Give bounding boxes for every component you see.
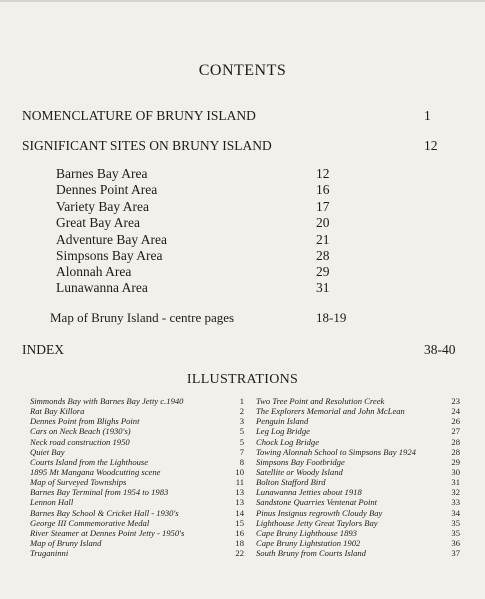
index-entry: INDEX <box>22 342 64 357</box>
map-entry-page: 18-19 <box>316 310 347 325</box>
illustration-label: Map of Bruny Island <box>30 537 102 548</box>
illustration-label: Pinus Insignus regrowth Cloudy Bay <box>256 507 383 518</box>
illustration-page: 34 <box>451 507 460 518</box>
illustration-page: 23 <box>451 396 460 406</box>
illustration-page: 7 <box>239 446 244 457</box>
illustration-item <box>256 487 460 497</box>
illustration-item <box>256 396 460 406</box>
illustration-item <box>30 538 244 548</box>
illustration-label: Penguin Island <box>256 416 309 427</box>
area-item: Barnes Bay Area <box>56 166 148 181</box>
illustration-item <box>30 406 244 416</box>
illustration-page: 13 <box>235 487 244 498</box>
illustration-label: Satellite or Woody Island <box>256 466 343 477</box>
illustration-label: Lennon Hall <box>30 497 74 508</box>
area-item: Lunawanna Area <box>56 280 148 295</box>
illustration-page: 15 <box>235 517 244 528</box>
illustration-page: 29 <box>451 456 460 467</box>
illustration-label: Bolton Stafford Bird <box>256 477 326 488</box>
illustration-page: 28 <box>451 446 460 457</box>
illustration-item <box>30 396 244 406</box>
illustration-item <box>256 457 460 467</box>
illustration-label: Cars on Neck Beach (1930's) <box>30 426 131 437</box>
illustration-label: Chock Log Bridge <box>256 436 320 447</box>
illustration-label: River Steamer at Dennes Point Jetty - 1950's <box>30 527 185 538</box>
illustration-label: Cape Bruny Lighthouse 1893 <box>256 527 357 538</box>
map-entry: Map of Bruny Island - centre pages <box>50 310 235 325</box>
illustration-label: Lighthouse Jetty Great Taylors Bay <box>256 517 378 528</box>
illustration-page: 1 <box>239 396 244 406</box>
illustration-item <box>30 447 244 457</box>
area-item-page: 21 <box>316 232 330 247</box>
illustration-page: 14 <box>235 507 244 518</box>
illustration-item <box>30 426 244 436</box>
illustration-page: 16 <box>235 527 244 538</box>
illustration-label: 1895 Mt Mangana Woodcutting scene <box>30 466 161 477</box>
area-item: Adventure Bay Area <box>56 232 167 247</box>
illustration-item <box>256 437 460 447</box>
illustration-page: 13 <box>235 497 244 508</box>
illustration-page: 32 <box>451 487 460 498</box>
illustration-page: 5 <box>239 426 244 437</box>
area-item: Great Bay Area <box>56 215 140 230</box>
illustration-label: Simpsons Bay Footbridge <box>256 456 345 467</box>
index-entry-page: 38-40 <box>424 342 456 357</box>
illustration-page: 36 <box>451 537 460 548</box>
illustrations-title: ILLUSTRATIONS <box>186 372 299 387</box>
area-item: Simpsons Bay Area <box>56 248 163 263</box>
illustration-label: Simmonds Bay with Barnes Bay Jetty c.1940 <box>30 396 184 406</box>
illustration-page: 37 <box>451 548 460 559</box>
illustration-page: 35 <box>451 517 460 528</box>
illustration-label: Towing Alonnah School to Simpsons Bay 1924 <box>256 446 416 457</box>
area-item-page: 28 <box>316 248 330 263</box>
illustration-label: Barnes Bay Terminal from 1954 to 1983 <box>30 487 169 498</box>
illustration-label: Barnes Bay School & Cricket Hall - 1930's <box>30 507 179 518</box>
illustration-label: Cape Bruny Lightstation 1902 <box>256 537 361 548</box>
illustration-label: Rat Bay Killora <box>30 406 85 417</box>
illustration-label: Map of Surveyed Townships <box>30 477 127 488</box>
illustration-page: 22 <box>235 548 244 559</box>
illustration-item <box>256 528 460 538</box>
area-item-page: 20 <box>316 215 330 230</box>
illustration-item <box>256 497 460 507</box>
illustration-page: 8 <box>239 456 244 467</box>
illustration-label: Dennes Point from Blighs Point <box>30 416 140 427</box>
illustration-item <box>256 447 460 457</box>
illustration-item <box>30 457 244 467</box>
illustration-page: 11 <box>235 477 244 488</box>
illustration-label: Quiet Bay <box>30 446 65 457</box>
illustration-page: 31 <box>451 477 460 488</box>
area-item-page: 31 <box>316 280 330 295</box>
illustration-page: 18 <box>235 537 244 548</box>
contents-title: CONTENTS <box>198 62 287 79</box>
illustration-item <box>256 416 460 426</box>
section-nomenclature-page: 1 <box>424 108 431 123</box>
illustration-page: 24 <box>451 406 460 417</box>
illustration-label: Leg Log Bridge <box>256 426 310 437</box>
illustration-item <box>30 528 244 538</box>
illustration-page: 33 <box>451 497 460 508</box>
illustration-item <box>256 467 460 477</box>
illustration-item <box>256 518 460 528</box>
illustration-page: 3 <box>239 416 244 427</box>
illustration-page: 27 <box>451 426 460 437</box>
section-nomenclature: NOMENCLATURE OF BRUNY ISLAND <box>22 108 256 123</box>
section-significant-sites: SIGNIFICANT SITES ON BRUNY ISLAND <box>22 138 272 153</box>
area-item-page: 16 <box>316 182 330 197</box>
illustration-item <box>256 477 460 487</box>
illustration-item <box>30 548 244 558</box>
illustration-page: 26 <box>451 416 460 427</box>
illustration-page: 35 <box>451 527 460 538</box>
illustration-label: Neck road construction 1950 <box>30 436 130 447</box>
area-item: Variety Bay Area <box>56 199 149 214</box>
illustration-item <box>30 437 244 447</box>
illustration-item <box>30 477 244 487</box>
area-item: Alonnah Area <box>56 264 132 279</box>
illustration-label: George III Commemorative Medal <box>30 517 150 528</box>
area-item-page: 12 <box>316 166 330 181</box>
illustration-label: South Bruny from Courts Island <box>256 548 366 559</box>
illustration-item <box>256 548 460 558</box>
illustration-page: 10 <box>235 466 244 477</box>
illustration-item <box>256 406 460 416</box>
illustration-item <box>30 467 244 477</box>
area-item: Dennes Point Area <box>56 182 158 197</box>
illustrations-left-column <box>30 396 244 558</box>
area-item-page: 17 <box>316 199 330 214</box>
illustration-item <box>30 497 244 507</box>
illustration-label: Sandstone Quarries Ventenat Point <box>256 497 378 508</box>
top-edge <box>0 0 485 2</box>
illustration-label: Two Tree Point and Resolution Creek <box>256 396 385 406</box>
illustration-item <box>256 426 460 436</box>
illustration-item <box>256 508 460 518</box>
illustration-item <box>256 538 460 548</box>
illustrations-right-column <box>256 396 460 558</box>
illustration-item <box>30 416 244 426</box>
illustration-item <box>30 518 244 528</box>
illustration-item <box>30 508 244 518</box>
section-significant-sites-page: 12 <box>424 138 438 153</box>
illustration-page: 5 <box>239 436 244 447</box>
area-item-page: 29 <box>316 264 330 279</box>
illustration-page: 28 <box>451 436 460 447</box>
illustration-label: Lunawanna Jetties about 1918 <box>256 487 362 498</box>
illustration-label: Truganinni <box>30 548 69 559</box>
illustration-page: 30 <box>451 466 460 477</box>
illustration-item <box>30 487 244 497</box>
illustration-page: 2 <box>239 406 244 417</box>
illustration-label: The Explorers Memorial and John McLean <box>256 406 405 417</box>
illustration-label: Courts Island from the Lighthouse <box>30 456 149 467</box>
